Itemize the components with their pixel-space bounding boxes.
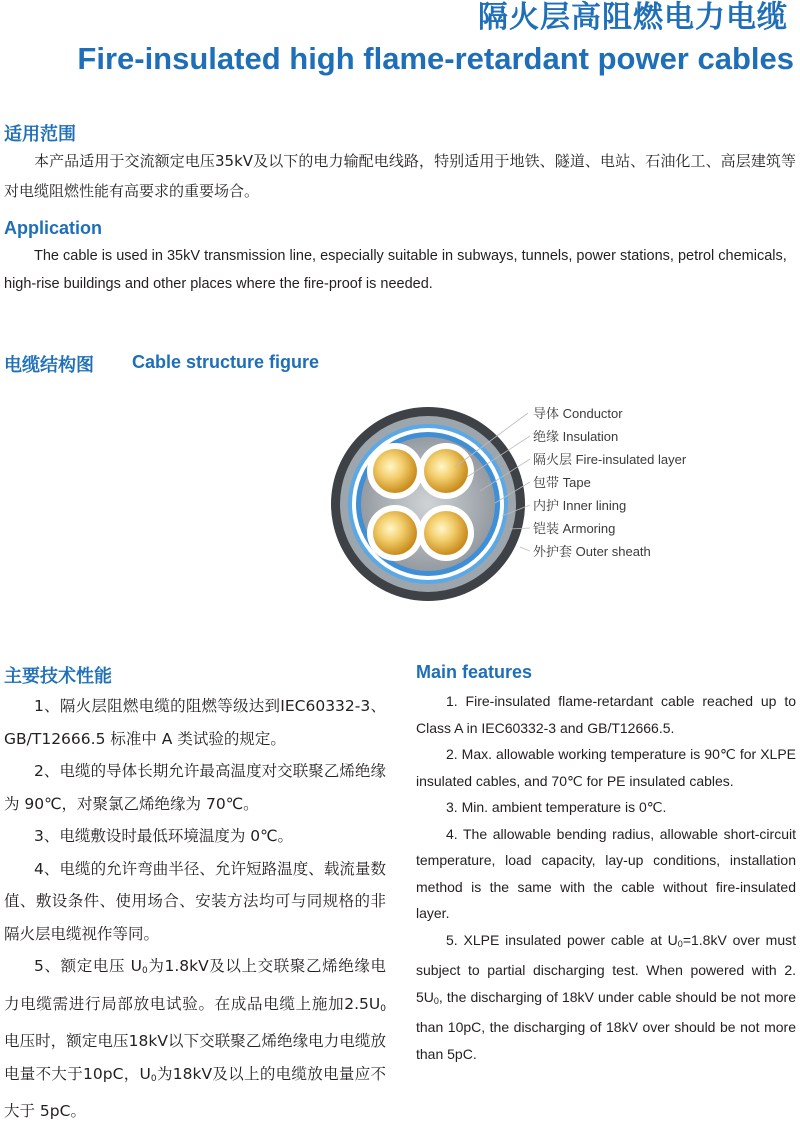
conductor-2 <box>424 449 468 493</box>
structure-heading-en: Cable structure figure <box>132 352 320 372</box>
application-text-en: The cable is used in 35kV transmission line, especially suitable in subways, tunnels, power stations, petrol chemicals, high-rise buildings and other places where the fire-proof is needed. <box>4 248 787 292</box>
features-list-cn <box>4 690 386 1128</box>
feature-en-2: 2. Max. allowable working temperature is 90℃ for XLPE insulated cables, and 70℃ for PE insulated cables. <box>416 746 796 789</box>
feature-en-1: 1. Fire-insulated flame-retardant cable reached up to Class A in IEC60332-3 and GB/T12666.5. <box>416 693 796 736</box>
feature-en-5: 5. XLPE insulated power cable at $U_0=1.8kV$ over must subject to partial discharging test. When powered with 2. $5U_0$, the discharging of 18kV under cable should be not more than 10pC, the discharging of 18kV over should be not more than 5pC. <box>416 931 796 1062</box>
feature-cn-2: 2、电缆的导体长期允许最高温度对交联聚乙烯绝缘为 90℃，对聚氯乙烯绝缘为 70℃。 <box>4 762 386 813</box>
structure-legend <box>533 404 686 565</box>
legend-fire-insulated-layer: 隔火层 Fire-insulated layer <box>533 452 687 467</box>
structure-heading-cn: 电缆结构图 <box>4 355 94 376</box>
conductor-1 <box>373 449 417 493</box>
page-title-en: Fire-insulated high flame-retardant power cables <box>77 41 794 76</box>
conductor-3 <box>373 511 417 555</box>
feature-cn-5: 5、额定电压 $U_0$为1.8kV及以上交联聚乙烯绝缘电力电缆需进行局部放电试验。在成品电缆上施加$2.5U_0$电压时，额定电压18kV以下交联聚乙烯绝缘电力电缆放电量不大于10pC，$U_0$为18kV及以上的电缆放电量应不大于 5pC。 <box>4 957 387 1120</box>
feature-cn-1: 1、隔火层阻燃电缆的阻燃等级达到IEC60332-3、GB/T12666.5 标准中 A 类试验的规定。 <box>4 697 386 748</box>
legend-armoring: 铠装 Armoring <box>533 521 616 536</box>
page-title-cn: 隔火层高阻燃电力电缆 <box>478 0 788 35</box>
legend-outer-sheath: 外护套 Outer sheath <box>533 544 651 559</box>
feature-en-4: 4. The allowable bending radius, allowable short-circuit temperature, load capacity, lay-up conditions, installation method is the same with the cable without fire-insulated layer. <box>416 825 796 921</box>
cable-cross-section-diagram <box>330 395 530 613</box>
application-text-cn: 本产品适用于交流额定电压35kV及以下的电力输配电线路，特别适用于地铁、隧道、电站、石油化工、高层建筑等对电缆阻燃性能有高要求的重要场合。 <box>4 152 796 200</box>
legend-tape: 包带 Tape <box>533 475 591 490</box>
features-list-en <box>416 688 796 1067</box>
legend-inner-lining: 内护 Inner lining <box>533 498 627 513</box>
conductor-4 <box>424 511 468 555</box>
feature-cn-3: 3、电缆敷设时最低环境温度为 0℃。 <box>34 827 294 845</box>
legend-conductor: 导体 Conductor <box>533 406 623 421</box>
application-heading-cn: 适用范围 <box>4 124 76 145</box>
feature-cn-4: 4、电缆的允许弯曲半径、允许短路温度、载流量数值、敷设条件、使用场合、安装方法均可与同规格的非隔火层电缆视作等同。 <box>4 859 386 943</box>
application-heading-en: Application <box>4 218 102 238</box>
features-heading-cn: 主要技术性能 <box>4 666 112 687</box>
features-heading-en: Main features <box>416 662 533 682</box>
feature-en-3: 3. Min. ambient temperature is 0℃. <box>446 799 667 815</box>
legend-insulation: 绝缘 Insulation <box>533 429 619 444</box>
